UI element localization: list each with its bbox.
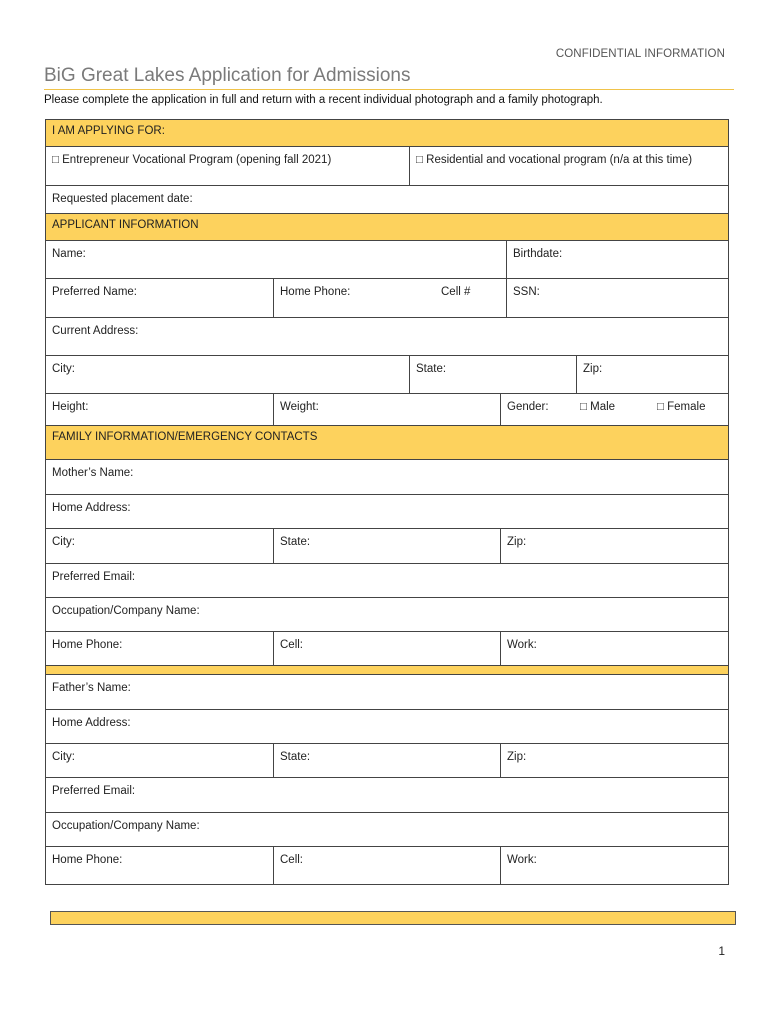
height-field[interactable]: Height: <box>46 394 274 428</box>
cell-label: Cell # <box>441 286 471 298</box>
section-divider <box>46 666 729 675</box>
footer-bar <box>50 911 736 925</box>
father-zip-field[interactable]: Zip: <box>501 744 729 778</box>
ssn-field[interactable]: SSN: <box>507 279 729 318</box>
page-title: BiG Great Lakes Application for Admissions <box>44 65 411 86</box>
mother-cell-field[interactable]: Cell: <box>274 632 501 666</box>
father-state-field[interactable]: State: <box>274 744 501 778</box>
family-info-header: FAMILY INFORMATION/EMERGENCY CONTACTS <box>46 426 729 460</box>
applicant-name-field[interactable]: Name: <box>46 241 507 279</box>
gender-field <box>501 394 729 428</box>
female-checkbox[interactable]: □ Female <box>657 401 706 413</box>
weight-field[interactable]: Weight: <box>274 394 501 428</box>
state-field[interactable]: State: <box>410 356 577 394</box>
father-email-field[interactable]: Preferred Email: <box>46 778 729 813</box>
mother-home-phone-field[interactable]: Home Phone: <box>46 632 274 666</box>
mother-occupation-field[interactable]: Occupation/Company Name: <box>46 598 729 632</box>
applicant-info-header: APPLICANT INFORMATION <box>46 214 729 241</box>
father-occupation-field[interactable]: Occupation/Company Name: <box>46 813 729 847</box>
title-divider <box>44 89 734 90</box>
zip-field[interactable]: Zip: <box>577 356 729 394</box>
father-work-field[interactable]: Work: <box>501 847 729 885</box>
father-home-address-field[interactable]: Home Address: <box>46 710 729 744</box>
applying-for-header: I AM APPLYING FOR: <box>46 120 729 147</box>
mother-home-address-field[interactable]: Home Address: <box>46 495 729 529</box>
residential-program-checkbox[interactable]: □ Residential and vocational program (n/a at this time) <box>410 147 729 186</box>
mother-zip-field[interactable]: Zip: <box>501 529 729 564</box>
placement-date-field[interactable]: Requested placement date: <box>46 186 729 214</box>
mother-work-field[interactable]: Work: <box>501 632 729 666</box>
father-home-phone-field[interactable]: Home Phone: <box>46 847 274 885</box>
application-form-table <box>45 119 729 428</box>
mother-name-field[interactable]: Mother’s Name: <box>46 460 729 495</box>
city-field[interactable]: City: <box>46 356 410 394</box>
father-city-field[interactable]: City: <box>46 744 274 778</box>
home-phone-label: Home Phone: <box>280 286 351 298</box>
gender-label: Gender: <box>507 401 549 413</box>
entrepreneur-program-checkbox[interactable]: □ Entrepreneur Vocational Program (opening fall 2021) <box>46 147 410 186</box>
male-checkbox[interactable]: □ Male <box>580 401 616 413</box>
family-contacts-table <box>45 425 729 885</box>
father-name-field[interactable]: Father’s Name: <box>46 675 729 710</box>
preferred-name-field[interactable]: Preferred Name: <box>46 279 274 318</box>
father-cell-field[interactable]: Cell: <box>274 847 501 885</box>
mother-email-field[interactable]: Preferred Email: <box>46 564 729 598</box>
home-phone-field[interactable] <box>274 279 507 318</box>
birthdate-field[interactable]: Birthdate: <box>507 241 729 279</box>
mother-city-field[interactable]: City: <box>46 529 274 564</box>
confidential-label: CONFIDENTIAL INFORMATION <box>555 48 725 60</box>
current-address-field[interactable]: Current Address: <box>46 318 729 356</box>
instructions-text: Please complete the application in full and return with a recent individual photograph and a family photograph. <box>44 94 603 106</box>
page-number: 1 <box>718 944 725 958</box>
mother-state-field[interactable]: State: <box>274 529 501 564</box>
